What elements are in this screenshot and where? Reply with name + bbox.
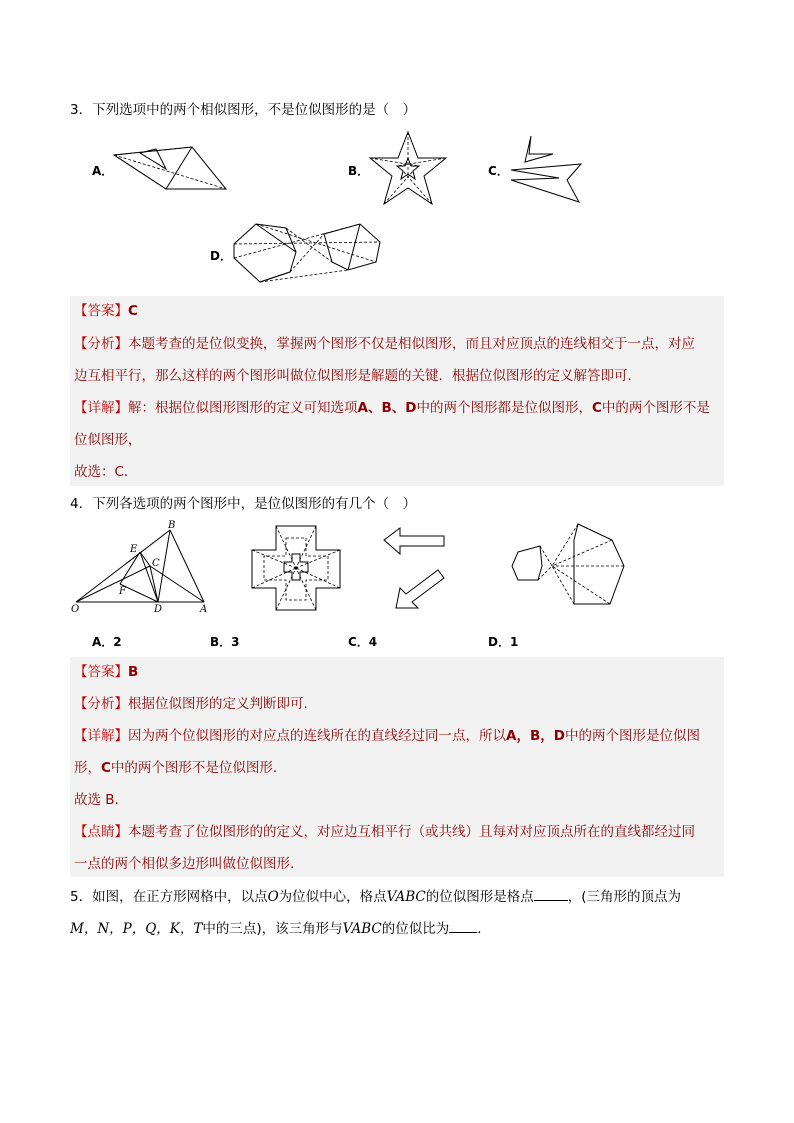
q4-detail-1c: 中的两个图形是位似图 <box>564 728 700 744</box>
q4-detail-2a: 形， <box>74 760 101 776</box>
q4-fig1-label-c: C <box>152 558 160 569</box>
q3-answer-tag: 【答案】 <box>74 303 128 319</box>
q5-line2d: 的位似比为 <box>381 921 450 937</box>
q3-answer: C <box>128 303 138 319</box>
q4-comment-line1: 本题考查了位似图形的的定义，对应边互相平行（或共线）且每对对应顶点所在的直线都经过同 <box>128 824 695 840</box>
q3-option-a: A． <box>92 164 114 178</box>
q3-detail-1e: 中的两个图形不是 <box>601 400 710 416</box>
q4-comment-line2: 一点的两个相似多边形叫做位似图形. <box>74 856 295 872</box>
q3-figure-b <box>366 130 450 208</box>
q4-fig1-label-f: F <box>119 586 126 597</box>
q4-fig1-label-o: O <box>71 604 80 615</box>
q4-detail-tag: 【详解】 <box>74 728 128 744</box>
q5-line2b: 中的三点)，该三角形与 <box>202 921 343 937</box>
q3-detail-1d: C <box>591 400 602 416</box>
q4-choice-a: A．2 <box>92 635 122 649</box>
q4-choice-c: C．4 <box>348 635 378 649</box>
q4-figure-3 <box>380 526 454 614</box>
q3-detail-1a: 解：根据位似图形图形的定义可知选项 <box>128 400 358 416</box>
q3-figure-c <box>505 132 585 208</box>
q4-analysis-tag: 【分析】 <box>74 696 128 712</box>
q3-detail-1b: A、B、D <box>357 400 417 416</box>
q3-analysis-line1: 本题考查的是位似变换，掌握两个图形不仅是相似图形，而且对应顶点的连线相交于一点，对应 <box>128 336 695 352</box>
q4-detail-1a: 因为两个位似图形的对应点的连线所在的直线经过同一点，所以 <box>128 728 506 744</box>
q4-analysis: 根据位似图形的定义判断即可. <box>128 696 308 712</box>
q5-line1a: 5．如图，在正方形网格中，以点 <box>70 889 268 905</box>
q4-fig1-label-a: A <box>200 604 208 615</box>
q3-analysis-tag: 【分析】 <box>74 336 128 352</box>
q3-figure-a <box>110 135 230 195</box>
q5-vertex-list: M，N，P，Q，K，T <box>70 921 203 937</box>
q4-detail-1b: A，B，D <box>506 728 565 744</box>
q3-option-b: B． <box>348 164 370 178</box>
q4-comment-tag: 【点睛】 <box>74 824 128 840</box>
q5-point-o: O <box>267 889 279 905</box>
q4-stem: 4．下列各选项的两个图形中，是位似图形的有几个（ ） <box>70 496 417 512</box>
q4-solution-box <box>70 657 724 877</box>
q3-solution-box <box>70 296 724 486</box>
q3-figure-d <box>230 218 386 286</box>
q5-line1 <box>70 886 681 907</box>
q3-option-d: D． <box>210 249 232 263</box>
q5-line1c: 为位似中心，格点 <box>278 889 387 905</box>
q3-detail-tag: 【详解】 <box>74 400 128 416</box>
q3-detail-line2: 位似图形， <box>74 432 142 448</box>
q5-line2e: ． <box>477 921 491 937</box>
q4-figure-2 <box>246 524 346 612</box>
q4-detail-2b: C <box>101 760 111 776</box>
q4-figure-4 <box>508 522 628 608</box>
q5-line2 <box>70 918 491 939</box>
q3-detail-line3: 故选：C． <box>74 464 138 480</box>
q5-triangle-abc-2: VABC <box>342 921 382 937</box>
q3-detail-1c: 中的两个图形都是位似图形， <box>416 400 592 416</box>
q5-line1f: ，(三角形的顶点为 <box>567 889 682 905</box>
q3-analysis-line2: 边互相平行，那么这样的两个图形叫做位似图形是解题的关键．根据位似图形的定义解答即可． <box>74 368 641 384</box>
q4-answer: B <box>128 664 139 680</box>
q4-fig1-label-d: D <box>154 604 163 615</box>
q4-detail-2c: 中的两个图形不是位似图形. <box>110 760 278 776</box>
q4-detail-line3: 故选 B. <box>74 792 119 808</box>
q3-stem: 3．下列选项中的两个相似图形，不是位似图形的是（ ） <box>70 102 417 118</box>
q5-blank-2[interactable] <box>449 918 477 933</box>
q4-figure-1 <box>70 520 220 616</box>
q4-fig1-label-e: E <box>130 544 138 555</box>
q3-option-c: C． <box>488 164 509 178</box>
q5-line1e: 的位似图形是格点 <box>425 889 534 905</box>
q4-choice-d: D．1 <box>488 635 519 649</box>
q4-answer-tag: 【答案】 <box>74 664 128 680</box>
q4-choice-b: B．3 <box>210 635 240 649</box>
q5-blank-1[interactable] <box>534 886 568 901</box>
q5-triangle-abc: VABC <box>386 889 426 905</box>
q4-fig1-label-b: B <box>168 520 176 531</box>
